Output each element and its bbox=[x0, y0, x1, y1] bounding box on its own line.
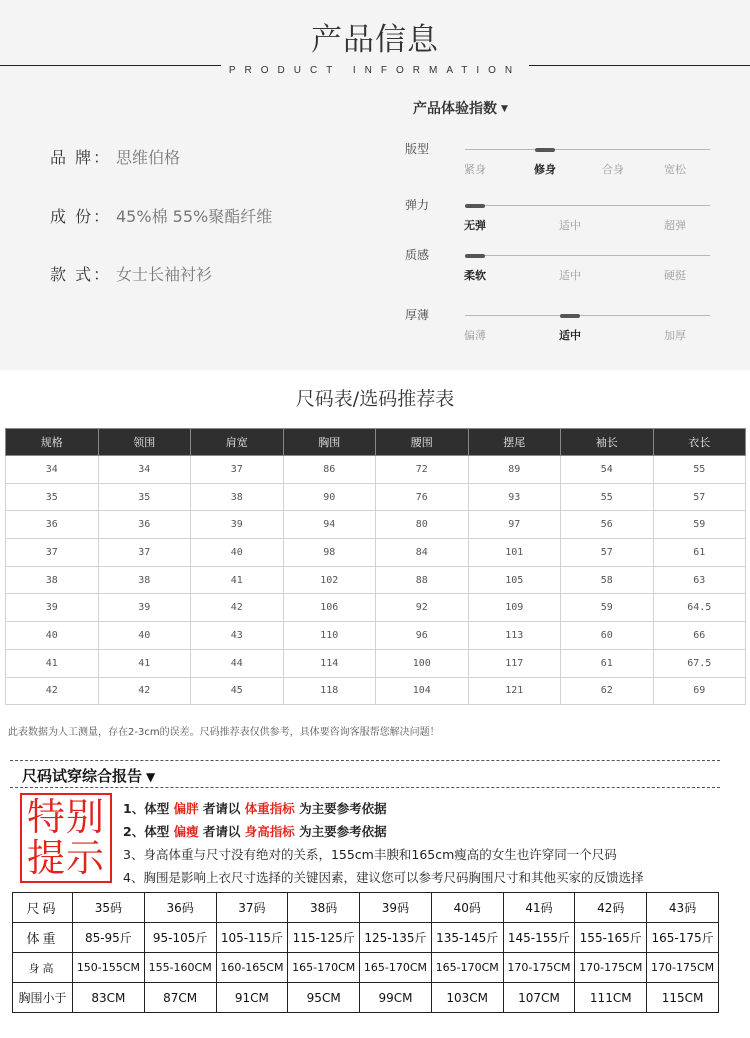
table-cell: 35 bbox=[98, 483, 191, 511]
table-cell: 109 bbox=[468, 594, 561, 622]
tip-item: 4、胸围是影响上衣尺寸选择的关键因素，建议您可以参考尺码胸围尺寸和其他买家的反馈选择 bbox=[123, 870, 644, 885]
size-table-header-row bbox=[6, 429, 746, 456]
table-cell: 99CM bbox=[360, 983, 432, 1013]
table-cell: 38 bbox=[6, 566, 99, 594]
brand-row bbox=[50, 145, 180, 168]
brand-label: 品 牌： bbox=[50, 148, 112, 167]
scale-track bbox=[465, 255, 710, 256]
table-cell: 39 bbox=[191, 511, 284, 539]
table-cell: 113 bbox=[468, 622, 561, 650]
page-subtitle-text: PRODUCT INFORMATION bbox=[221, 65, 529, 76]
tip-item: 2、体型 偏瘦 者请以 身高指标 为主要参考依据 bbox=[123, 824, 387, 839]
table-cell: 110 bbox=[283, 622, 376, 650]
report-top-divider bbox=[10, 760, 720, 761]
scale-option: 适中 bbox=[559, 219, 581, 232]
table-cell: 36 bbox=[98, 511, 191, 539]
table-cell: 125-135斤 bbox=[360, 923, 432, 953]
table-cell: 83CM bbox=[73, 983, 145, 1013]
table-row bbox=[6, 594, 746, 622]
table-cell: 39码 bbox=[360, 893, 432, 923]
size-table-title: 尺码表/选码推荐表 bbox=[295, 388, 455, 410]
table-cell: 36码 bbox=[144, 893, 216, 923]
table-cell: 66 bbox=[653, 622, 746, 650]
table-cell: 62 bbox=[561, 677, 654, 705]
scale-option: 宽松 bbox=[664, 163, 686, 176]
table-cell: 102 bbox=[283, 566, 376, 594]
table-row bbox=[6, 511, 746, 539]
material-row bbox=[50, 204, 272, 227]
table-cell: 95CM bbox=[288, 983, 360, 1013]
table-cell: 90 bbox=[283, 483, 376, 511]
table-cell: 85-95斤 bbox=[73, 923, 145, 953]
size-table-header-cell: 腰围 bbox=[376, 429, 469, 456]
table-cell: 38 bbox=[98, 566, 191, 594]
scale-track bbox=[465, 149, 710, 150]
table-cell: 61 bbox=[653, 539, 746, 567]
special-notice-line-2: 提示 bbox=[26, 836, 105, 880]
table-row bbox=[13, 953, 719, 983]
table-cell: 37 bbox=[98, 539, 191, 567]
style-value: 女士长袖衬衫 bbox=[116, 265, 213, 284]
table-cell: 42 bbox=[6, 677, 99, 705]
table-cell: 93 bbox=[468, 483, 561, 511]
table-cell: 72 bbox=[376, 456, 469, 484]
table-cell: 105-115斤 bbox=[216, 923, 288, 953]
report-row-label: 尺码 bbox=[13, 893, 73, 923]
brand-value: 思维伯格 bbox=[116, 148, 181, 167]
table-cell: 60 bbox=[561, 622, 654, 650]
tip-item: 3、身高体重与尺寸没有绝对的关系，155cm丰腴和165cm瘦高的女生也许穿同一个尺码 bbox=[123, 847, 617, 862]
fitting-report-table bbox=[12, 892, 719, 1013]
table-cell: 80 bbox=[376, 511, 469, 539]
table-row bbox=[6, 483, 746, 511]
scale-name: 版型 bbox=[405, 142, 430, 156]
table-cell: 59 bbox=[561, 594, 654, 622]
size-table-header-cell: 领围 bbox=[98, 429, 191, 456]
scale-option: 硬挺 bbox=[664, 269, 686, 282]
table-cell: 44 bbox=[191, 649, 284, 677]
table-cell: 34 bbox=[98, 456, 191, 484]
table-cell: 38码 bbox=[288, 893, 360, 923]
report-title bbox=[22, 765, 155, 786]
size-table-header-cell: 袖长 bbox=[561, 429, 654, 456]
page-title: 产品信息 bbox=[311, 22, 439, 58]
table-cell: 115-125斤 bbox=[288, 923, 360, 953]
table-cell: 64.5 bbox=[653, 594, 746, 622]
table-cell: 96 bbox=[376, 622, 469, 650]
table-cell: 39 bbox=[6, 594, 99, 622]
size-table-header-cell: 摆尾 bbox=[468, 429, 561, 456]
scale-indicator bbox=[465, 204, 485, 208]
table-cell: 37 bbox=[191, 456, 284, 484]
scale-name: 质感 bbox=[405, 248, 430, 262]
fitting-report-body bbox=[13, 893, 719, 1013]
table-cell: 57 bbox=[561, 539, 654, 567]
table-cell: 135-145斤 bbox=[431, 923, 503, 953]
table-cell: 114 bbox=[283, 649, 376, 677]
special-notice-line-1: 特别 bbox=[26, 795, 105, 839]
table-cell: 37 bbox=[6, 539, 99, 567]
table-cell: 145-155斤 bbox=[503, 923, 575, 953]
table-cell: 103CM bbox=[431, 983, 503, 1013]
table-cell: 55 bbox=[653, 456, 746, 484]
table-row bbox=[13, 893, 719, 923]
table-cell: 165-170CM bbox=[360, 953, 432, 983]
size-table-header-cell: 规格 bbox=[6, 429, 99, 456]
report-bottom-divider bbox=[10, 787, 720, 788]
table-cell: 76 bbox=[376, 483, 469, 511]
table-cell: 41码 bbox=[503, 893, 575, 923]
scale-option: 紧身 bbox=[464, 163, 486, 176]
table-cell: 45 bbox=[191, 677, 284, 705]
table-row bbox=[13, 923, 719, 953]
table-cell: 170-175CM bbox=[647, 953, 719, 983]
product-info-section bbox=[0, 0, 750, 370]
style-label: 款 式： bbox=[50, 265, 112, 284]
scale-option: 柔软 bbox=[464, 269, 486, 282]
table-cell: 42 bbox=[191, 594, 284, 622]
table-row bbox=[6, 566, 746, 594]
table-cell: 92 bbox=[376, 594, 469, 622]
table-cell: 91CM bbox=[216, 983, 288, 1013]
scale-name: 厚薄 bbox=[405, 308, 430, 322]
table-cell: 57 bbox=[653, 483, 746, 511]
table-cell: 42码 bbox=[575, 893, 647, 923]
table-cell: 165-175斤 bbox=[647, 923, 719, 953]
table-cell: 170-175CM bbox=[575, 953, 647, 983]
table-cell: 35 bbox=[6, 483, 99, 511]
table-row bbox=[13, 983, 719, 1013]
table-cell: 100 bbox=[376, 649, 469, 677]
table-cell: 97 bbox=[468, 511, 561, 539]
scale-option: 修身 bbox=[534, 163, 556, 176]
table-cell: 34 bbox=[6, 456, 99, 484]
scale-track bbox=[465, 205, 710, 206]
table-cell: 58 bbox=[561, 566, 654, 594]
report-row-label: 身高 bbox=[13, 953, 73, 983]
scale-indicator bbox=[535, 148, 555, 152]
measurement-note: 此表数据为人工测量，存在2-3cm的误差。尺码推荐表仅供参考，具体要咨询客服帮您解决问题！ bbox=[8, 727, 440, 738]
scale-indicator bbox=[560, 314, 580, 318]
scale-option: 无弹 bbox=[464, 219, 486, 232]
caret-down-icon: ▼ bbox=[501, 104, 508, 114]
table-cell: 118 bbox=[283, 677, 376, 705]
table-cell: 59 bbox=[653, 511, 746, 539]
table-cell: 43 bbox=[191, 622, 284, 650]
table-cell: 63 bbox=[653, 566, 746, 594]
table-cell: 155-165斤 bbox=[575, 923, 647, 953]
table-cell: 89 bbox=[468, 456, 561, 484]
table-cell: 40码 bbox=[431, 893, 503, 923]
table-cell: 35码 bbox=[73, 893, 145, 923]
size-table-header-cell: 胸围 bbox=[283, 429, 376, 456]
table-row bbox=[6, 649, 746, 677]
size-table-header-cell: 肩宽 bbox=[191, 429, 284, 456]
report-title-text: 尺码试穿综合报告 bbox=[22, 767, 143, 785]
table-cell: 105 bbox=[468, 566, 561, 594]
table-row bbox=[6, 622, 746, 650]
special-notice-badge bbox=[20, 793, 112, 883]
style-row bbox=[50, 262, 212, 285]
table-cell: 41 bbox=[98, 649, 191, 677]
report-row-label: 体重 bbox=[13, 923, 73, 953]
experience-title-text: 产品体验指数 bbox=[413, 101, 497, 117]
table-cell: 56 bbox=[561, 511, 654, 539]
table-cell: 41 bbox=[6, 649, 99, 677]
table-cell: 67.5 bbox=[653, 649, 746, 677]
scale-name: 弹力 bbox=[405, 198, 430, 212]
scale-option: 偏薄 bbox=[464, 329, 486, 342]
table-cell: 55 bbox=[561, 483, 654, 511]
table-cell: 40 bbox=[98, 622, 191, 650]
table-cell: 115CM bbox=[647, 983, 719, 1013]
size-table-body bbox=[6, 456, 746, 705]
table-cell: 165-170CM bbox=[288, 953, 360, 983]
table-cell: 111CM bbox=[575, 983, 647, 1013]
table-cell: 165-170CM bbox=[431, 953, 503, 983]
scale-option: 加厚 bbox=[664, 329, 686, 342]
table-cell: 117 bbox=[468, 649, 561, 677]
experience-title bbox=[413, 98, 508, 118]
report-row-label: 胸围小于 bbox=[13, 983, 73, 1013]
table-cell: 54 bbox=[561, 456, 654, 484]
table-cell: 160-165CM bbox=[216, 953, 288, 983]
table-cell: 38 bbox=[191, 483, 284, 511]
table-cell: 37码 bbox=[216, 893, 288, 923]
table-cell: 40 bbox=[6, 622, 99, 650]
table-cell: 36 bbox=[6, 511, 99, 539]
table-cell: 104 bbox=[376, 677, 469, 705]
table-row bbox=[6, 539, 746, 567]
caret-down-icon: ▼ bbox=[146, 770, 156, 784]
page-subtitle bbox=[0, 58, 750, 77]
table-cell: 101 bbox=[468, 539, 561, 567]
report-tips bbox=[123, 797, 643, 889]
table-cell: 61 bbox=[561, 649, 654, 677]
size-table-header-cell: 衣长 bbox=[653, 429, 746, 456]
scale-option: 适中 bbox=[559, 269, 581, 282]
table-cell: 121 bbox=[468, 677, 561, 705]
table-cell: 88 bbox=[376, 566, 469, 594]
table-cell: 41 bbox=[191, 566, 284, 594]
scale-option: 超弹 bbox=[664, 219, 686, 232]
table-cell: 107CM bbox=[503, 983, 575, 1013]
table-cell: 170-175CM bbox=[503, 953, 575, 983]
table-row bbox=[6, 456, 746, 484]
scale-track bbox=[465, 315, 710, 316]
table-cell: 43码 bbox=[647, 893, 719, 923]
table-cell: 95-105斤 bbox=[144, 923, 216, 953]
tip-item: 1、体型 偏胖 者请以 体重指标 为主要参考依据 bbox=[123, 801, 387, 816]
table-cell: 86 bbox=[283, 456, 376, 484]
table-cell: 98 bbox=[283, 539, 376, 567]
table-row bbox=[6, 677, 746, 705]
size-table bbox=[5, 428, 746, 705]
material-value: 45%棉 55%聚酯纤维 bbox=[116, 207, 273, 226]
table-cell: 106 bbox=[283, 594, 376, 622]
table-cell: 40 bbox=[191, 539, 284, 567]
table-cell: 39 bbox=[98, 594, 191, 622]
table-cell: 87CM bbox=[144, 983, 216, 1013]
scale-indicator bbox=[465, 254, 485, 258]
table-cell: 42 bbox=[98, 677, 191, 705]
material-label: 成 份： bbox=[50, 207, 112, 226]
table-cell: 84 bbox=[376, 539, 469, 567]
table-cell: 94 bbox=[283, 511, 376, 539]
table-cell: 150-155CM bbox=[73, 953, 145, 983]
table-cell: 69 bbox=[653, 677, 746, 705]
table-cell: 155-160CM bbox=[144, 953, 216, 983]
scale-option: 合身 bbox=[602, 163, 624, 176]
scale-option: 适中 bbox=[559, 329, 581, 342]
